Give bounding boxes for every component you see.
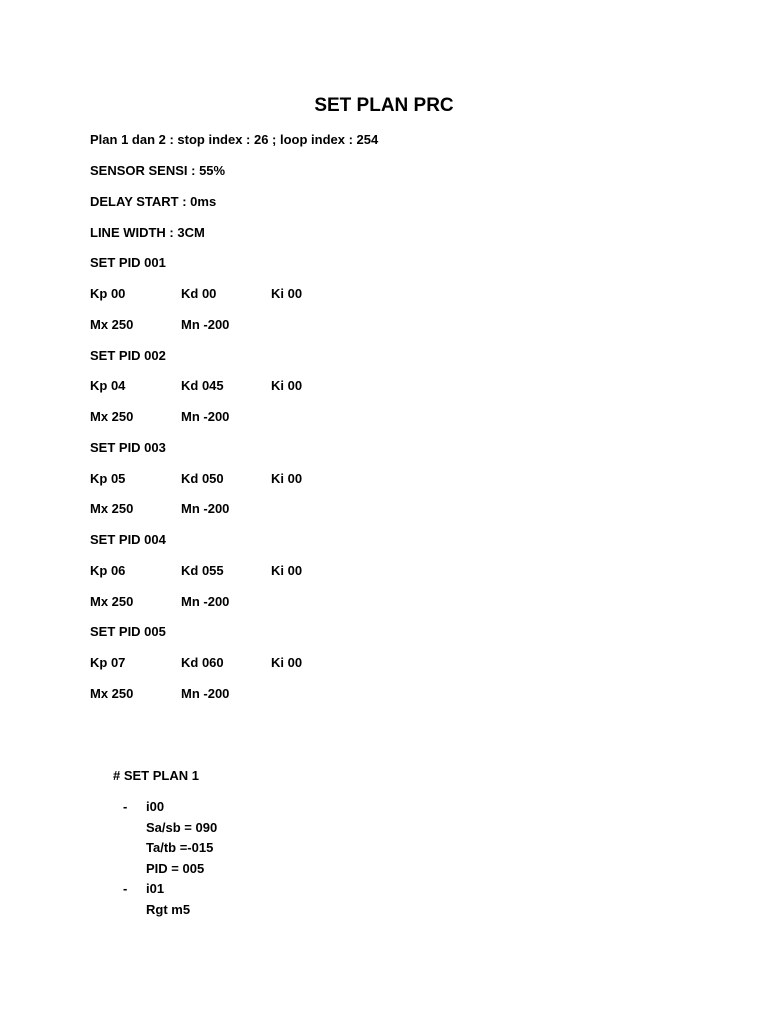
list-item-line: i01 xyxy=(146,881,165,896)
pid-ki: Ki 00 xyxy=(271,471,303,486)
list-bullet: - xyxy=(123,881,128,896)
plan1-heading: # SET PLAN 1 xyxy=(113,768,199,783)
pid-kp: Kp 07 xyxy=(90,655,126,670)
pid-mn: Mn -200 xyxy=(181,317,230,332)
pid-mn: Mn -200 xyxy=(181,686,230,701)
pid-ki: Ki 00 xyxy=(271,286,303,301)
pid-ki: Ki 00 xyxy=(271,378,303,393)
pid-mx: Mx 250 xyxy=(90,501,134,516)
line-width-setting: LINE WIDTH : 3CM xyxy=(90,225,205,240)
plan-index-setting: Plan 1 dan 2 : stop index : 26 ; loop index : 254 xyxy=(90,132,379,147)
list-item-line: i00 xyxy=(146,799,165,814)
pid-mn: Mn -200 xyxy=(181,594,230,609)
pid-kd: Kd 050 xyxy=(181,471,224,486)
pid-mx: Mx 250 xyxy=(90,409,134,424)
pid-set-label: SET PID 005 xyxy=(90,624,166,639)
list-item-line: Rgt m5 xyxy=(146,902,191,917)
pid-kd: Kd 00 xyxy=(181,286,217,301)
pid-kp: Kp 00 xyxy=(90,286,126,301)
pid-mx: Mx 250 xyxy=(90,317,134,332)
sensor-sensi-setting: SENSOR SENSI : 55% xyxy=(90,163,226,178)
pid-kp: Kp 04 xyxy=(90,378,126,393)
pid-set-label: SET PID 004 xyxy=(90,532,166,547)
pid-ki: Ki 00 xyxy=(271,563,303,578)
delay-start-setting: DELAY START : 0ms xyxy=(90,194,217,209)
page-title: SET PLAN PRC xyxy=(314,95,454,116)
pid-set-label: SET PID 001 xyxy=(90,255,166,270)
pid-kp: Kp 06 xyxy=(90,563,126,578)
list-item-line: Ta/tb =-015 xyxy=(146,840,214,855)
pid-mx: Mx 250 xyxy=(90,594,134,609)
list-item-line: PID = 005 xyxy=(146,861,205,876)
pid-set-label: SET PID 002 xyxy=(90,348,166,363)
pid-mn: Mn -200 xyxy=(181,501,230,516)
pid-set-label: SET PID 003 xyxy=(90,440,166,455)
pid-mx: Mx 250 xyxy=(90,686,134,701)
pid-kd: Kd 055 xyxy=(181,563,224,578)
list-item-line: Sa/sb = 090 xyxy=(146,820,218,835)
list-bullet: - xyxy=(123,799,128,814)
pid-ki: Ki 00 xyxy=(271,655,303,670)
pid-kd: Kd 060 xyxy=(181,655,224,670)
pid-kp: Kp 05 xyxy=(90,471,126,486)
pid-kd: Kd 045 xyxy=(181,378,224,393)
pid-mn: Mn -200 xyxy=(181,409,230,424)
